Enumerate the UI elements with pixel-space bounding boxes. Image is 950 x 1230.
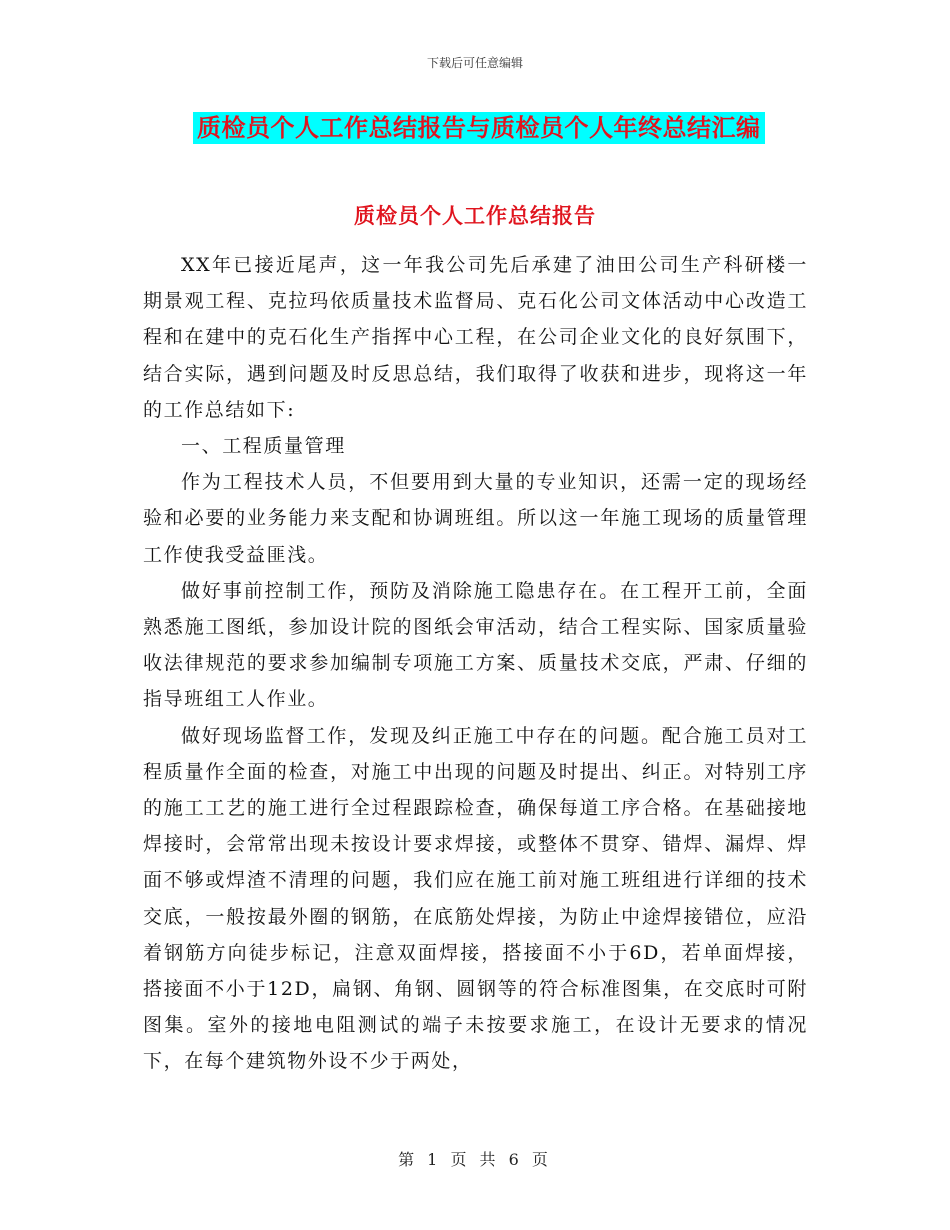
paragraph-site-supervision: 做好现场监督工作，发现及纠正施工中存在的问题。配合施工员对工程质量作全面的检查，对施工中出现的问题及时提出、纠正。对特别工序的施工工艺的施工进行全过程跟踪检查，确保每道工序合格。在基础接地焊接时，会常常出现未按设计要求焊接，或整体不贯穿、错焊、漏焊、焊面不够或焊渣不清理的问题，我们应在施工前对施工班组进行详细的技术交底，一般按最外圈的钢筋，在底筋处焊接，为防止中途焊接错位，应沿着钢筋方向徒步标记，注意双面焊接，搭接面不小于6D，若单面焊接，搭接面不小于12D，扁钢、角钢、圆钢等的符合标准图集，在交底时可附图集。室外的接地电阻测试的端子未按要求施工，在设计无要求的情况下，在每个建筑物外设不少于两处，: [143, 724, 808, 1073]
document-main-title: 质检员个人工作总结报告与质检员个人年终总结汇编: [193, 112, 765, 144]
document-body: [143, 247, 808, 1080]
header-note: 下载后可任意编辑: [426, 56, 523, 70]
paragraph-intro: XX年已接近尾声，这一年我公司先后承建了油田公司生产科研楼一期景观工程、克拉玛依质量技术监督局、克石化公司文体活动中心改造工程和在建中的克石化生产指挥中心工程，在公司企业文化的良好氛围下，结合实际，遇到问题及时反思总结，我们取得了收获和进步，现将这一年的工作总结如下:: [143, 254, 808, 421]
paragraph-heading-quality: 一、工程质量管理: [181, 435, 346, 458]
paragraph-pre-control: 做好事前控制工作，预防及消除施工隐患存在。在工程开工前，全面熟悉施工图纸，参加设计院的图纸会审活动，结合工程实际、国家质量验收法律规范的要求参加编制专项施工方案、质量技术交底，严肃、仔细的指导班组工人作业。: [143, 579, 808, 711]
paragraph-technical-staff: 作为工程技术人员，不但要用到大量的专业知识，还需一定的现场经验和必要的业务能力来支配和协调班组。所以这一年施工现场的质量管理工作使我受益匪浅。: [143, 471, 808, 566]
section-title: 质检员个人工作总结报告: [354, 203, 596, 228]
page-footer: 第 1 页 共 6 页: [398, 1150, 552, 1169]
